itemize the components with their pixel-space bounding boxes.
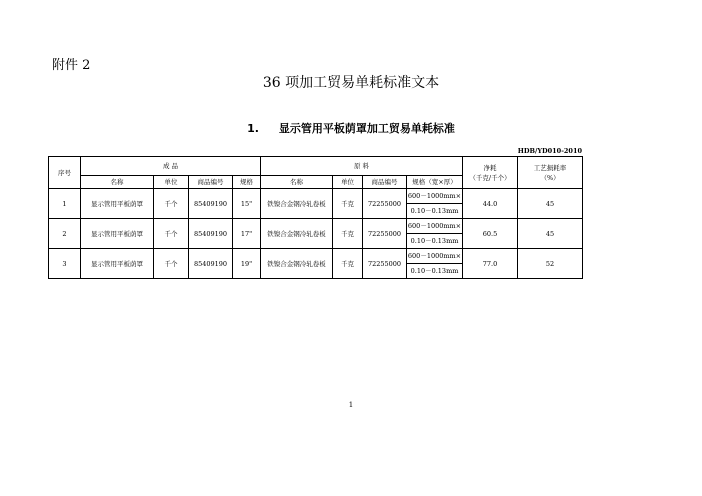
net-consumption-label: 净耗 [483, 163, 497, 172]
table-row [49, 249, 583, 279]
row-seq: 2 [49, 219, 81, 249]
material-spec [407, 249, 463, 279]
material-spec [407, 219, 463, 249]
material-spec-width: 600－1000mm× [407, 189, 462, 204]
page-number: 1 [348, 401, 354, 409]
material-code: 72255000 [363, 249, 407, 279]
document-title: 36 项加工贸易单耗标准文本 [262, 75, 440, 91]
material-unit: 千克 [333, 189, 363, 219]
row-seq: 1 [49, 189, 81, 219]
product-name: 显示管用平板荫罩 [81, 219, 154, 249]
seq-header: 序号 [49, 157, 81, 189]
material-spec-width: 600－1000mm× [407, 249, 462, 264]
material-name: 铁镍合金钢冷轧卷板 [261, 189, 333, 219]
material-name: 铁镍合金钢冷轧卷板 [261, 219, 333, 249]
section-number: 1. [247, 122, 259, 135]
material-spec-width: 600－1000mm× [407, 219, 462, 234]
product-unit: 千个 [154, 189, 189, 219]
consumption-standard-table [48, 156, 583, 279]
product-code-header: 商品编号 [189, 176, 233, 189]
material-spec-thickness: 0.10－0.13mm [410, 267, 459, 275]
loss-rate-header [518, 157, 583, 189]
net-consumption: 60.5 [463, 219, 518, 249]
material-spec-thickness: 0.10－0.13mm [410, 207, 459, 215]
material-code: 72255000 [363, 189, 407, 219]
material-spec-header: 规格（宽×厚） [407, 176, 463, 189]
material-unit: 千克 [333, 219, 363, 249]
material-unit: 千克 [333, 249, 363, 279]
product-code: 85409190 [189, 249, 233, 279]
product-code: 85409190 [189, 219, 233, 249]
product-name: 显示管用平板荫罩 [81, 189, 154, 219]
product-name: 显示管用平板荫罩 [81, 249, 154, 279]
net-consumption-header [463, 157, 518, 189]
material-unit-header: 单位 [333, 176, 363, 189]
loss-rate: 45 [518, 219, 583, 249]
attachment-label: 附件 2 [52, 58, 91, 73]
product-unit-header: 单位 [154, 176, 189, 189]
section-title-text: 显示管用平板荫罩加工贸易单耗标准 [278, 122, 455, 135]
product-name-header: 名称 [81, 176, 154, 189]
product-spec: 15" [233, 189, 261, 219]
loss-rate: 45 [518, 189, 583, 219]
section-title [0, 120, 702, 136]
material-code: 72255000 [363, 219, 407, 249]
product-unit: 千个 [154, 219, 189, 249]
product-code: 85409190 [189, 189, 233, 219]
material-group-header: 原 料 [261, 157, 463, 176]
product-spec-header: 规格 [233, 176, 261, 189]
loss-rate: 52 [518, 249, 583, 279]
product-unit: 千个 [154, 249, 189, 279]
loss-rate-unit: （%） [540, 173, 560, 182]
loss-rate-label: 工艺损耗率 [533, 163, 567, 172]
net-consumption: 44.0 [463, 189, 518, 219]
table-row [49, 219, 583, 249]
material-spec [407, 189, 463, 219]
standard-code: HDB/YD010-2010 [517, 147, 582, 155]
header-row-groups [49, 157, 583, 176]
net-consumption: 77.0 [463, 249, 518, 279]
material-spec-thickness: 0.10－0.13mm [410, 237, 459, 245]
product-group-header: 成 品 [81, 157, 261, 176]
product-spec: 17" [233, 219, 261, 249]
material-name-header: 名称 [261, 176, 333, 189]
product-spec: 19" [233, 249, 261, 279]
material-name: 铁镍合金钢冷轧卷板 [261, 249, 333, 279]
net-consumption-unit: （千克/千个） [469, 173, 511, 182]
row-seq: 3 [49, 249, 81, 279]
material-code-header: 商品编号 [363, 176, 407, 189]
table-row [49, 189, 583, 219]
